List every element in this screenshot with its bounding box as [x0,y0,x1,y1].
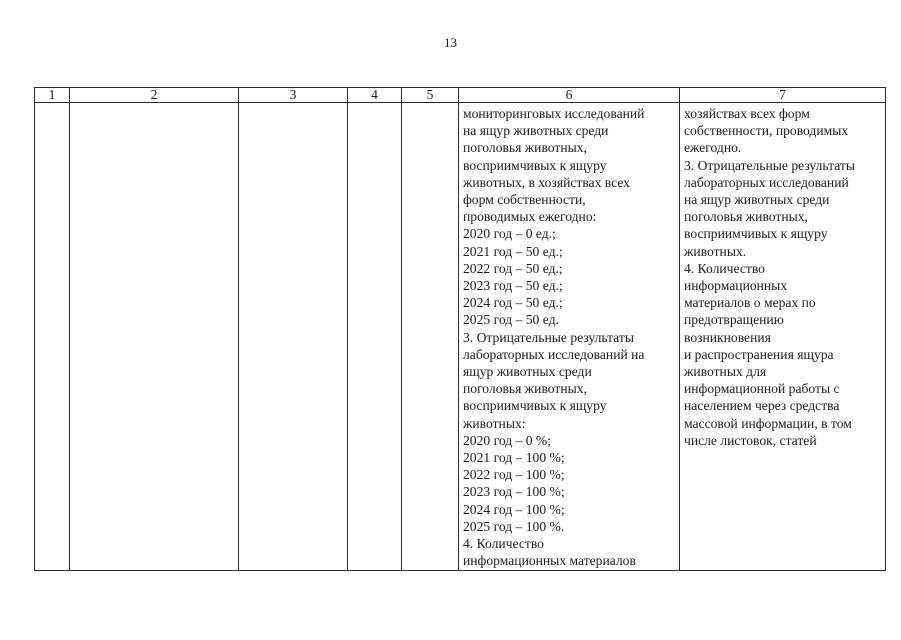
text-line: лабораторных исследований на [463,346,645,362]
text-line: 2020 год – 0 ед.; [463,226,556,242]
text-line: 3. Отрицательные результаты [684,157,855,173]
column-header-2: 2 [70,88,239,103]
text-line: 2024 год – 100 %; [463,501,565,517]
text-line: животных, в хозяйствах всех [463,174,630,190]
text-line: на ящур животных среди [684,192,830,208]
text-line: ящур животных среди [463,364,592,380]
text-line: 2025 год – 50 ед. [463,312,559,328]
text-line: поголовья животных, [684,209,808,225]
text-line: информационной работы с [684,381,840,397]
cell-col-4 [348,103,402,571]
text-line: поголовья животных, [463,381,587,397]
table-row [35,103,886,571]
text-line: проводимых ежегодно: [463,209,597,225]
text-line: 2024 год – 50 ед.; [463,295,563,311]
text-line: 2020 год – 0 %; [463,432,552,448]
text-line: на ящур животных среди [463,123,609,139]
text-line: 2022 год – 100 %; [463,467,565,483]
text-line: числе листовок, статей [684,432,817,448]
text-line: массовой информации, в том [684,415,852,431]
text-line: лабораторных исследований [684,174,849,190]
indicator-description-text [680,103,885,449]
text-line: восприимчивых к ящуру [684,226,828,242]
text-line: форм собственности, [463,192,586,208]
text-line: ежегодно. [684,140,742,156]
document-table [34,87,886,571]
text-line: информационных материалов [463,553,636,569]
text-line: информационных [684,278,788,294]
text-line: предотвращению [684,312,784,328]
text-line: 4. Количество [684,260,765,276]
text-line: 4. Количество [463,536,544,552]
text-line: собственности, проводимых [684,123,849,139]
column-header-1: 1 [35,88,70,103]
text-line: возникновения [684,329,771,345]
text-line: 2023 год – 50 ед.; [463,278,563,294]
cell-col-1 [35,103,70,571]
column-header-4: 4 [348,88,402,103]
cell-col-5 [402,103,459,571]
text-line: 2023 год – 100 %; [463,484,565,500]
column-header-6: 6 [459,88,680,103]
text-line: 3. Отрицательные результаты [463,329,634,345]
column-header-5: 5 [402,88,459,103]
text-line: и распространения ящура [684,346,834,362]
text-line: материалов о мерах по [684,295,816,311]
text-line: животных: [463,415,526,431]
cell-col-3 [239,103,348,571]
text-line: 2025 год – 100 %. [463,518,565,534]
page-number: 13 [444,35,457,50]
text-line: поголовья животных, [463,140,587,156]
text-line: хозяйствах всех форм [684,106,810,121]
text-line: животных. [684,243,747,259]
table-header-row [35,88,886,103]
text-line: восприимчивых к ящуру [463,398,607,414]
column-header-3: 3 [239,88,348,103]
cell-col-2 [70,103,239,571]
text-line: восприимчивых к ящуру [463,157,607,173]
text-line: населением через средства [684,398,840,414]
cell-col-6 [459,103,680,571]
text-line: 2021 год – 100 %; [463,450,565,466]
column-header-7: 7 [680,88,886,103]
cell-col-7 [680,103,886,571]
text-line: 2021 год – 50 ед.; [463,243,563,259]
text-line: 2022 год – 50 ед.; [463,260,563,276]
text-line: животных для [684,364,767,380]
text-line: мониторинговых исследований [463,106,645,121]
indicator-values-text [459,103,679,569]
